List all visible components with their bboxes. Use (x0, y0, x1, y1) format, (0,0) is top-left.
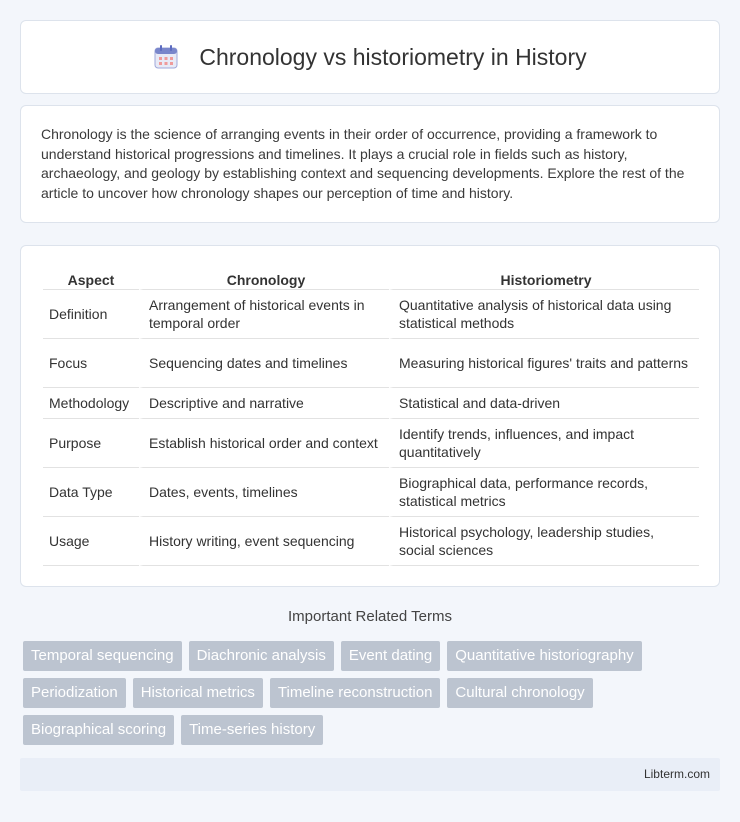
cell-chronology: History writing, event sequencing (139, 517, 389, 566)
cell-aspect: Data Type (43, 468, 139, 517)
cell-aspect: Purpose (43, 419, 139, 468)
table-row (43, 290, 699, 339)
cell-historiometry: Statistical and data-driven (389, 388, 699, 419)
footer (20, 758, 720, 791)
related-tag[interactable]: Quantitative historiography (447, 641, 641, 671)
intro-card (20, 105, 720, 223)
table-row (43, 388, 699, 419)
cell-historiometry: Identify trends, influences, and impact quantitatively (389, 419, 699, 468)
table-row (43, 517, 699, 566)
related-tag[interactable]: Time-series history (181, 715, 323, 745)
table-row (43, 419, 699, 468)
related-tag[interactable]: Cultural chronology (447, 678, 592, 708)
cell-chronology: Establish historical order and context (139, 419, 389, 468)
related-tag[interactable]: Timeline reconstruction (270, 678, 441, 708)
footer-site-link[interactable]: Libterm.com (643, 767, 710, 781)
related-tag[interactable]: Event dating (341, 641, 440, 671)
cell-chronology: Dates, events, timelines (139, 468, 389, 517)
table-row (43, 468, 699, 517)
cell-aspect: Focus (43, 339, 139, 388)
page-title: Chronology vs historiometry in History (199, 43, 587, 70)
related-tag[interactable]: Biographical scoring (23, 715, 174, 745)
cell-chronology: Sequencing dates and timelines (139, 339, 389, 388)
table-row (43, 339, 699, 388)
cell-aspect: Definition (43, 290, 139, 339)
cell-aspect: Usage (43, 517, 139, 566)
comparison-table-card (20, 245, 720, 587)
cell-chronology: Arrangement of historical events in temporal order (139, 290, 389, 339)
related-terms-title: Important Related Terms (288, 608, 452, 625)
related-tag[interactable]: Periodization (23, 678, 126, 708)
header-historiometry: Historiometry (389, 266, 699, 290)
header-chronology: Chronology (139, 266, 389, 290)
cell-historiometry: Biographical data, performance records, statistical metrics (389, 468, 699, 517)
cell-aspect: Methodology (43, 388, 139, 419)
related-terms-list (23, 641, 703, 745)
cell-chronology: Descriptive and narrative (139, 388, 389, 419)
cell-historiometry: Measuring historical figures' traits and patterns (389, 339, 699, 388)
intro-text: Chronology is the science of arranging events in their order of occurrence, providing a framework to understand historical progressions and timelines. It plays a crucial role in fields such as history, archaeology, and geology by establishing context and sequencing developments. Explore the rest of the article to uncover how chronology shapes our perception of time and history. (41, 126, 685, 201)
comparison-table (43, 266, 699, 566)
header-aspect: Aspect (43, 266, 139, 290)
title-card (20, 20, 720, 94)
related-tag[interactable]: Diachronic analysis (189, 641, 334, 671)
table-header-row (43, 266, 699, 290)
related-tag[interactable]: Historical metrics (133, 678, 263, 708)
related-tag[interactable]: Temporal sequencing (23, 641, 182, 671)
cell-historiometry: Quantitative analysis of historical data using statistical methods (389, 290, 699, 339)
calendar-icon (153, 44, 179, 70)
cell-historiometry: Historical psychology, leadership studies, social sciences (389, 517, 699, 566)
